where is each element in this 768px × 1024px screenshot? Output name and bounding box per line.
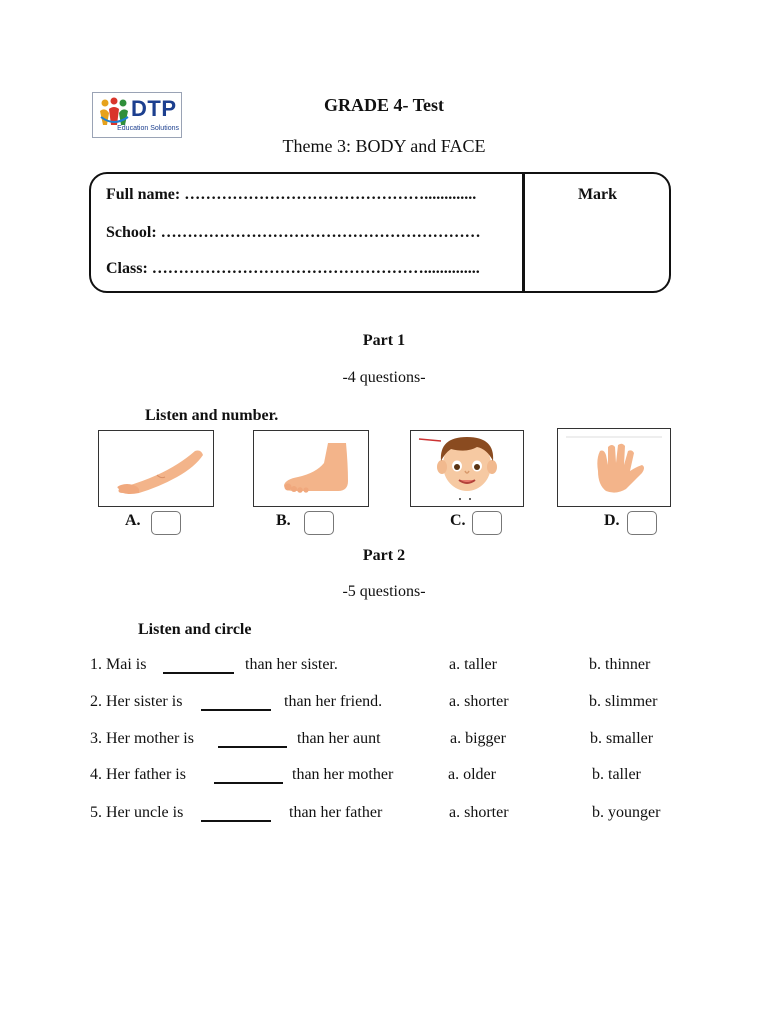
page-subtitle: Theme 3: BODY and FACE xyxy=(282,136,486,156)
question-1-end: than her sister. xyxy=(245,656,338,673)
question-3-end: than her aunt xyxy=(297,730,381,747)
question-2-option-a[interactable]: a. shorter xyxy=(449,693,509,710)
question-4-option-b[interactable]: b. taller xyxy=(592,766,641,783)
question-4-option-a[interactable]: a. older xyxy=(448,766,496,783)
part2-title: Part 2 xyxy=(362,547,406,564)
mark-label: Mark xyxy=(577,186,618,203)
answer-box-b[interactable] xyxy=(304,511,334,535)
question-2-blank[interactable] xyxy=(201,695,271,711)
question-4-stem: 4. Her father is xyxy=(90,766,186,783)
foot-icon xyxy=(254,431,368,506)
question-1-stem: 1. Mai is xyxy=(90,656,147,673)
question-1-option-b[interactable]: b. thinner xyxy=(589,656,651,673)
question-5-option-b[interactable]: b. younger xyxy=(592,804,661,821)
picture-c xyxy=(410,430,524,507)
question-5-blank[interactable] xyxy=(201,806,271,822)
question-1-blank[interactable] xyxy=(163,658,234,674)
question-3-option-a[interactable]: a. bigger xyxy=(450,730,506,747)
answer-box-a[interactable] xyxy=(151,511,181,535)
picture-a xyxy=(98,430,214,507)
question-4-blank[interactable] xyxy=(214,768,283,784)
picture-d xyxy=(557,428,671,507)
hand-icon xyxy=(558,429,670,506)
part2-instruction: Listen and circle xyxy=(138,621,252,638)
question-3-stem: 3. Her mother is xyxy=(90,730,194,747)
option-c-label: C. xyxy=(450,512,466,529)
question-5-stem: 5. Her uncle is xyxy=(90,804,184,821)
arm-icon xyxy=(99,431,213,506)
question-5-end: than her father xyxy=(289,804,383,821)
question-3-option-b[interactable]: b. smaller xyxy=(590,730,654,747)
question-1-option-a[interactable]: a. taller xyxy=(449,656,497,673)
option-a-label: A. xyxy=(125,512,141,529)
option-b-label: B. xyxy=(276,512,291,529)
question-3-blank[interactable] xyxy=(218,732,287,748)
logo-brand: DTP xyxy=(131,96,177,121)
part2-count: -5 questions- xyxy=(342,583,426,600)
logo-tagline: Education Solutions xyxy=(117,125,179,132)
question-2-stem: 2. Her sister is xyxy=(90,693,183,710)
question-2-option-b[interactable]: b. slimmer xyxy=(589,693,658,710)
option-d-label: D. xyxy=(604,512,620,529)
question-2-end: than her friend. xyxy=(284,693,383,710)
picture-b xyxy=(253,430,369,507)
part1-instruction: Listen and number. xyxy=(145,407,279,424)
answer-box-d[interactable] xyxy=(627,511,657,535)
class-field[interactable]: Class: …………………………………………….............. xyxy=(106,260,480,277)
answer-box-c[interactable] xyxy=(472,511,502,535)
school-field[interactable]: School: …………………………………………………… xyxy=(106,224,481,241)
full-name-field[interactable]: Full name: ………………………………………............. xyxy=(106,186,477,203)
page-title: GRADE 4- Test xyxy=(323,95,444,115)
question-5-option-a[interactable]: a. shorter xyxy=(449,804,509,821)
face-icon xyxy=(411,431,523,506)
part1-count: -4 questions- xyxy=(342,369,426,386)
part1-title: Part 1 xyxy=(362,332,406,349)
question-4-end: than her mother xyxy=(292,766,394,783)
